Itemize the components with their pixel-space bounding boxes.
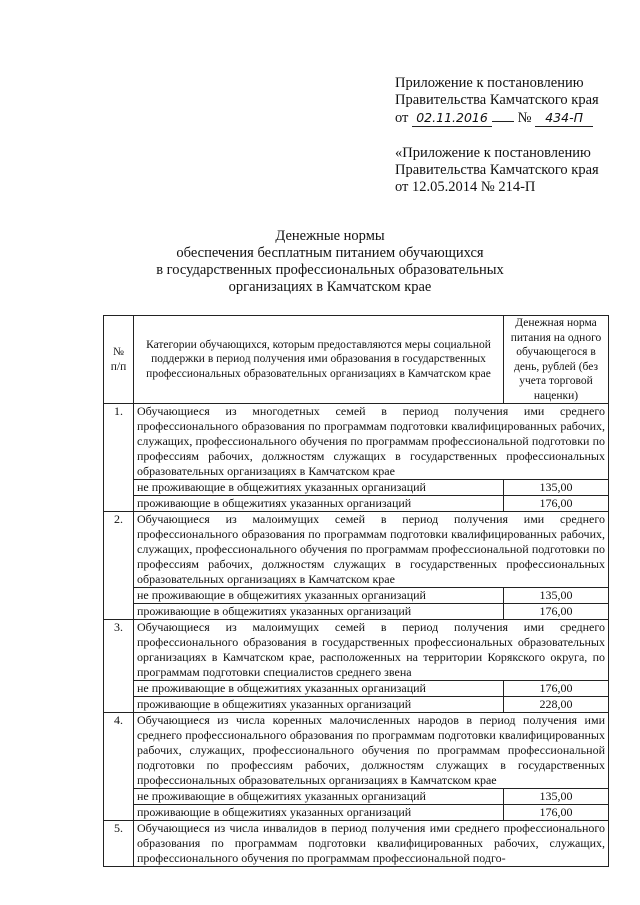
appendix-line: Приложение к постановлению bbox=[395, 75, 584, 91]
section-description: Обучающиеся из малоимущих семей в период получения ими среднего профессионального образования в государственных профессиональных образовательных организациях в Камчатском крае, расположенных на территории Корякского округа, по программам подготовки специалистов среднего звена bbox=[134, 620, 609, 681]
norm-value: 135,00 bbox=[504, 789, 609, 805]
table-header-row bbox=[104, 316, 609, 404]
from-label: от bbox=[395, 110, 409, 126]
norm-row bbox=[104, 697, 609, 713]
appendix-line: Правительства Камчатского края bbox=[395, 92, 599, 108]
residence-label: не проживающие в общежитиях указанных организаций bbox=[134, 480, 504, 496]
section-number: 3. bbox=[104, 620, 134, 713]
appendix-date-line bbox=[395, 109, 635, 127]
residence-label: проживающие в общежитиях указанных организаций bbox=[134, 604, 504, 620]
norm-row bbox=[104, 496, 609, 512]
section-number: 2. bbox=[104, 512, 134, 620]
residence-label: проживающие в общежитиях указанных организаций bbox=[134, 805, 504, 821]
appendix-line: от 12.05.2014 № 214-П bbox=[395, 179, 536, 195]
norm-row bbox=[104, 789, 609, 805]
norm-row bbox=[104, 588, 609, 604]
date-underline bbox=[492, 121, 514, 122]
section-description: Обучающиеся из числа коренных малочисленных народов в период получения ими среднего профессионального образования по программам подготовки квалифицированных рабочих, служащих, профессионального обучения по программам профессиональной подготовки по профессиям рабочих, должностям служащих в государственных профессиональных образовательных организациях в Камчатском крае bbox=[134, 713, 609, 789]
residence-label: не проживающие в общежитиях указанных организаций bbox=[134, 789, 504, 805]
norm-row bbox=[104, 480, 609, 496]
handwritten-date: 02.11.2016 bbox=[412, 109, 492, 127]
header-norm: Денежная норма питания на одного обучающегося в день, рублей (без учета торговой наценки) bbox=[504, 316, 609, 404]
norm-value: 135,00 bbox=[504, 480, 609, 496]
norm-value: 176,00 bbox=[504, 681, 609, 697]
residence-label: не проживающие в общежитиях указанных организаций bbox=[134, 588, 504, 604]
appendix-line: Правительства Камчатского края bbox=[395, 162, 599, 178]
section-row bbox=[104, 713, 609, 789]
norms-table bbox=[103, 315, 609, 867]
section-number: 5. bbox=[104, 821, 134, 867]
section-number: 1. bbox=[104, 404, 134, 512]
header-category: Категории обучающихся, которым предоставляются меры социальной поддержки в период получения ими образования в государственных профессиональных образовательных организациях в Камчатском крае bbox=[134, 316, 504, 404]
norm-row bbox=[104, 681, 609, 697]
section-number: 4. bbox=[104, 713, 134, 821]
title-line: организациях в Камчатском крае bbox=[228, 279, 432, 295]
section-row bbox=[104, 821, 609, 867]
section-description: Обучающиеся из числа инвалидов в период получения ими среднего профессионального образования по программам подготовки квалифицированных рабочих, служащих, профессионального обучения по программам профессиональной подго- bbox=[134, 821, 609, 867]
section-description: Обучающиеся из многодетных семей в период получения ими среднего профессионального образования по программам подготовки квалифицированных рабочих, служащих, профессионального обучения по программам профессиональной подготовки по профессиям рабочих, должностям служащих в государственных профессиональных образовательных организациях в Камчатском крае bbox=[134, 404, 609, 480]
section-row bbox=[104, 620, 609, 681]
norm-value: 135,00 bbox=[504, 588, 609, 604]
residence-label: проживающие в общежитиях указанных организаций bbox=[134, 496, 504, 512]
norm-value: 176,00 bbox=[504, 496, 609, 512]
residence-label: проживающие в общежитиях указанных организаций bbox=[134, 697, 504, 713]
appendix-line: «Приложение к постановлению bbox=[395, 145, 591, 161]
residence-label: не проживающие в общежитиях указанных организаций bbox=[134, 681, 504, 697]
norm-row bbox=[104, 604, 609, 620]
number-label: № bbox=[517, 110, 532, 126]
appendix-header-old bbox=[395, 145, 635, 196]
title-line: обеспечения бесплатным питанием обучающихся bbox=[176, 245, 484, 261]
norm-value: 228,00 bbox=[504, 697, 609, 713]
section-row bbox=[104, 404, 609, 480]
appendix-header-new bbox=[395, 75, 635, 127]
title-line: в государственных профессиональных образовательных bbox=[156, 262, 504, 278]
section-description: Обучающиеся из малоимущих семей в период получения ими среднего профессионального образования по программам подготовки квалифицированных рабочих, служащих, профессионального обучения по программам профессиональной подготовки по профессиям рабочих, должностям служащих в государственных профессиональных образовательных организациях в Камчатском крае bbox=[134, 512, 609, 588]
header-num: № п/п bbox=[104, 316, 134, 404]
title-line: Денежные нормы bbox=[275, 228, 385, 244]
norm-value: 176,00 bbox=[504, 805, 609, 821]
norm-row bbox=[104, 805, 609, 821]
document-title bbox=[100, 228, 560, 296]
handwritten-number: 434-П bbox=[535, 109, 593, 127]
section-row bbox=[104, 512, 609, 588]
norm-value: 176,00 bbox=[504, 604, 609, 620]
